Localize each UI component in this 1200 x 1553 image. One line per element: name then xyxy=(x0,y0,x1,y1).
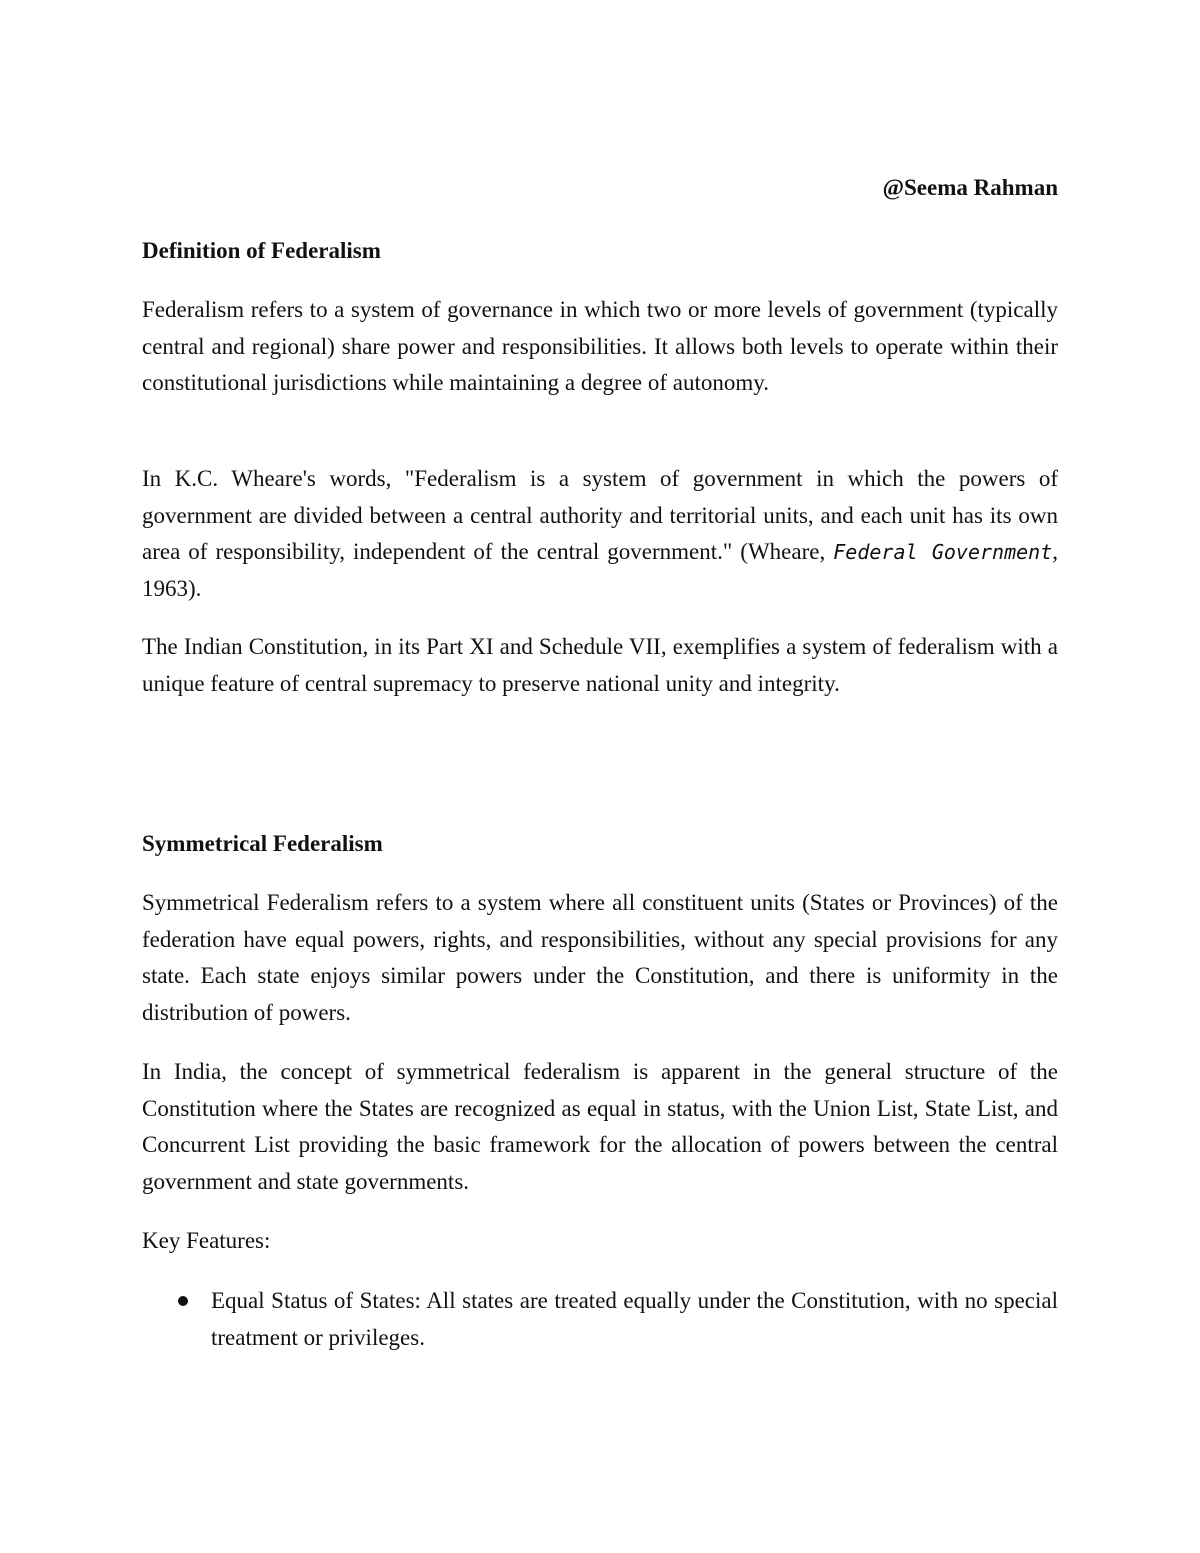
paragraph-indian-constitution: The Indian Constitution, in its Part XI and Schedule VII, exemplifies a system of federalism with a unique feature of central supremacy to preserve national unity and integrity. xyxy=(142,634,1058,696)
quote-text: In K.C. Wheare's words, "Federalism is a system of government in which the powers of government are divided between a central authority and territorial units, and each unit has its own area of responsibility, independent of the central government." (Wheare, xyxy=(142,466,1058,564)
paragraph-symmetrical-definition: Symmetrical Federalism refers to a system where all constituent units (States or Provinces) of the federation have equal powers, rights, and responsibilities, without any special provisions for any state. Each state enjoys similar powers under the Constitution, and there is uniformity in the distribution of powers. xyxy=(142,890,1058,1025)
quote-citation-year: , 1963). xyxy=(142,539,1058,601)
key-features-list xyxy=(142,1283,1058,1356)
section-heading-definition: Definition of Federalism xyxy=(142,238,381,263)
section-heading-symmetrical: Symmetrical Federalism xyxy=(142,831,383,856)
author-credit: @Seema Rahman xyxy=(882,175,1058,200)
paragraph-definition: Federalism refers to a system of governance in which two or more levels of government (typically central and regional) share power and responsibilities. It allows both levels to operate within their constitutional jurisdictions while maintaining a degree of autonomy. xyxy=(142,297,1058,395)
bullet-icon xyxy=(178,1296,188,1306)
list-item xyxy=(142,1283,1058,1356)
list-item-text: Equal Status of States: All states are treated equally under the Constitution, with no special treatment or privileges. xyxy=(211,1288,1058,1350)
paragraph-wheare-quote xyxy=(142,461,1058,607)
document-page xyxy=(142,0,1058,1553)
key-features-label: Key Features: xyxy=(142,1228,271,1253)
paragraph-symmetrical-india: In India, the concept of symmetrical federalism is apparent in the general structure of the Constitution where the States are recognized as equal in status, with the Union List, State List, and Concurrent List providing the basic framework for the allocation of powers between the central government and state governments. xyxy=(142,1059,1058,1194)
book-title: Federal Government xyxy=(833,540,1053,564)
